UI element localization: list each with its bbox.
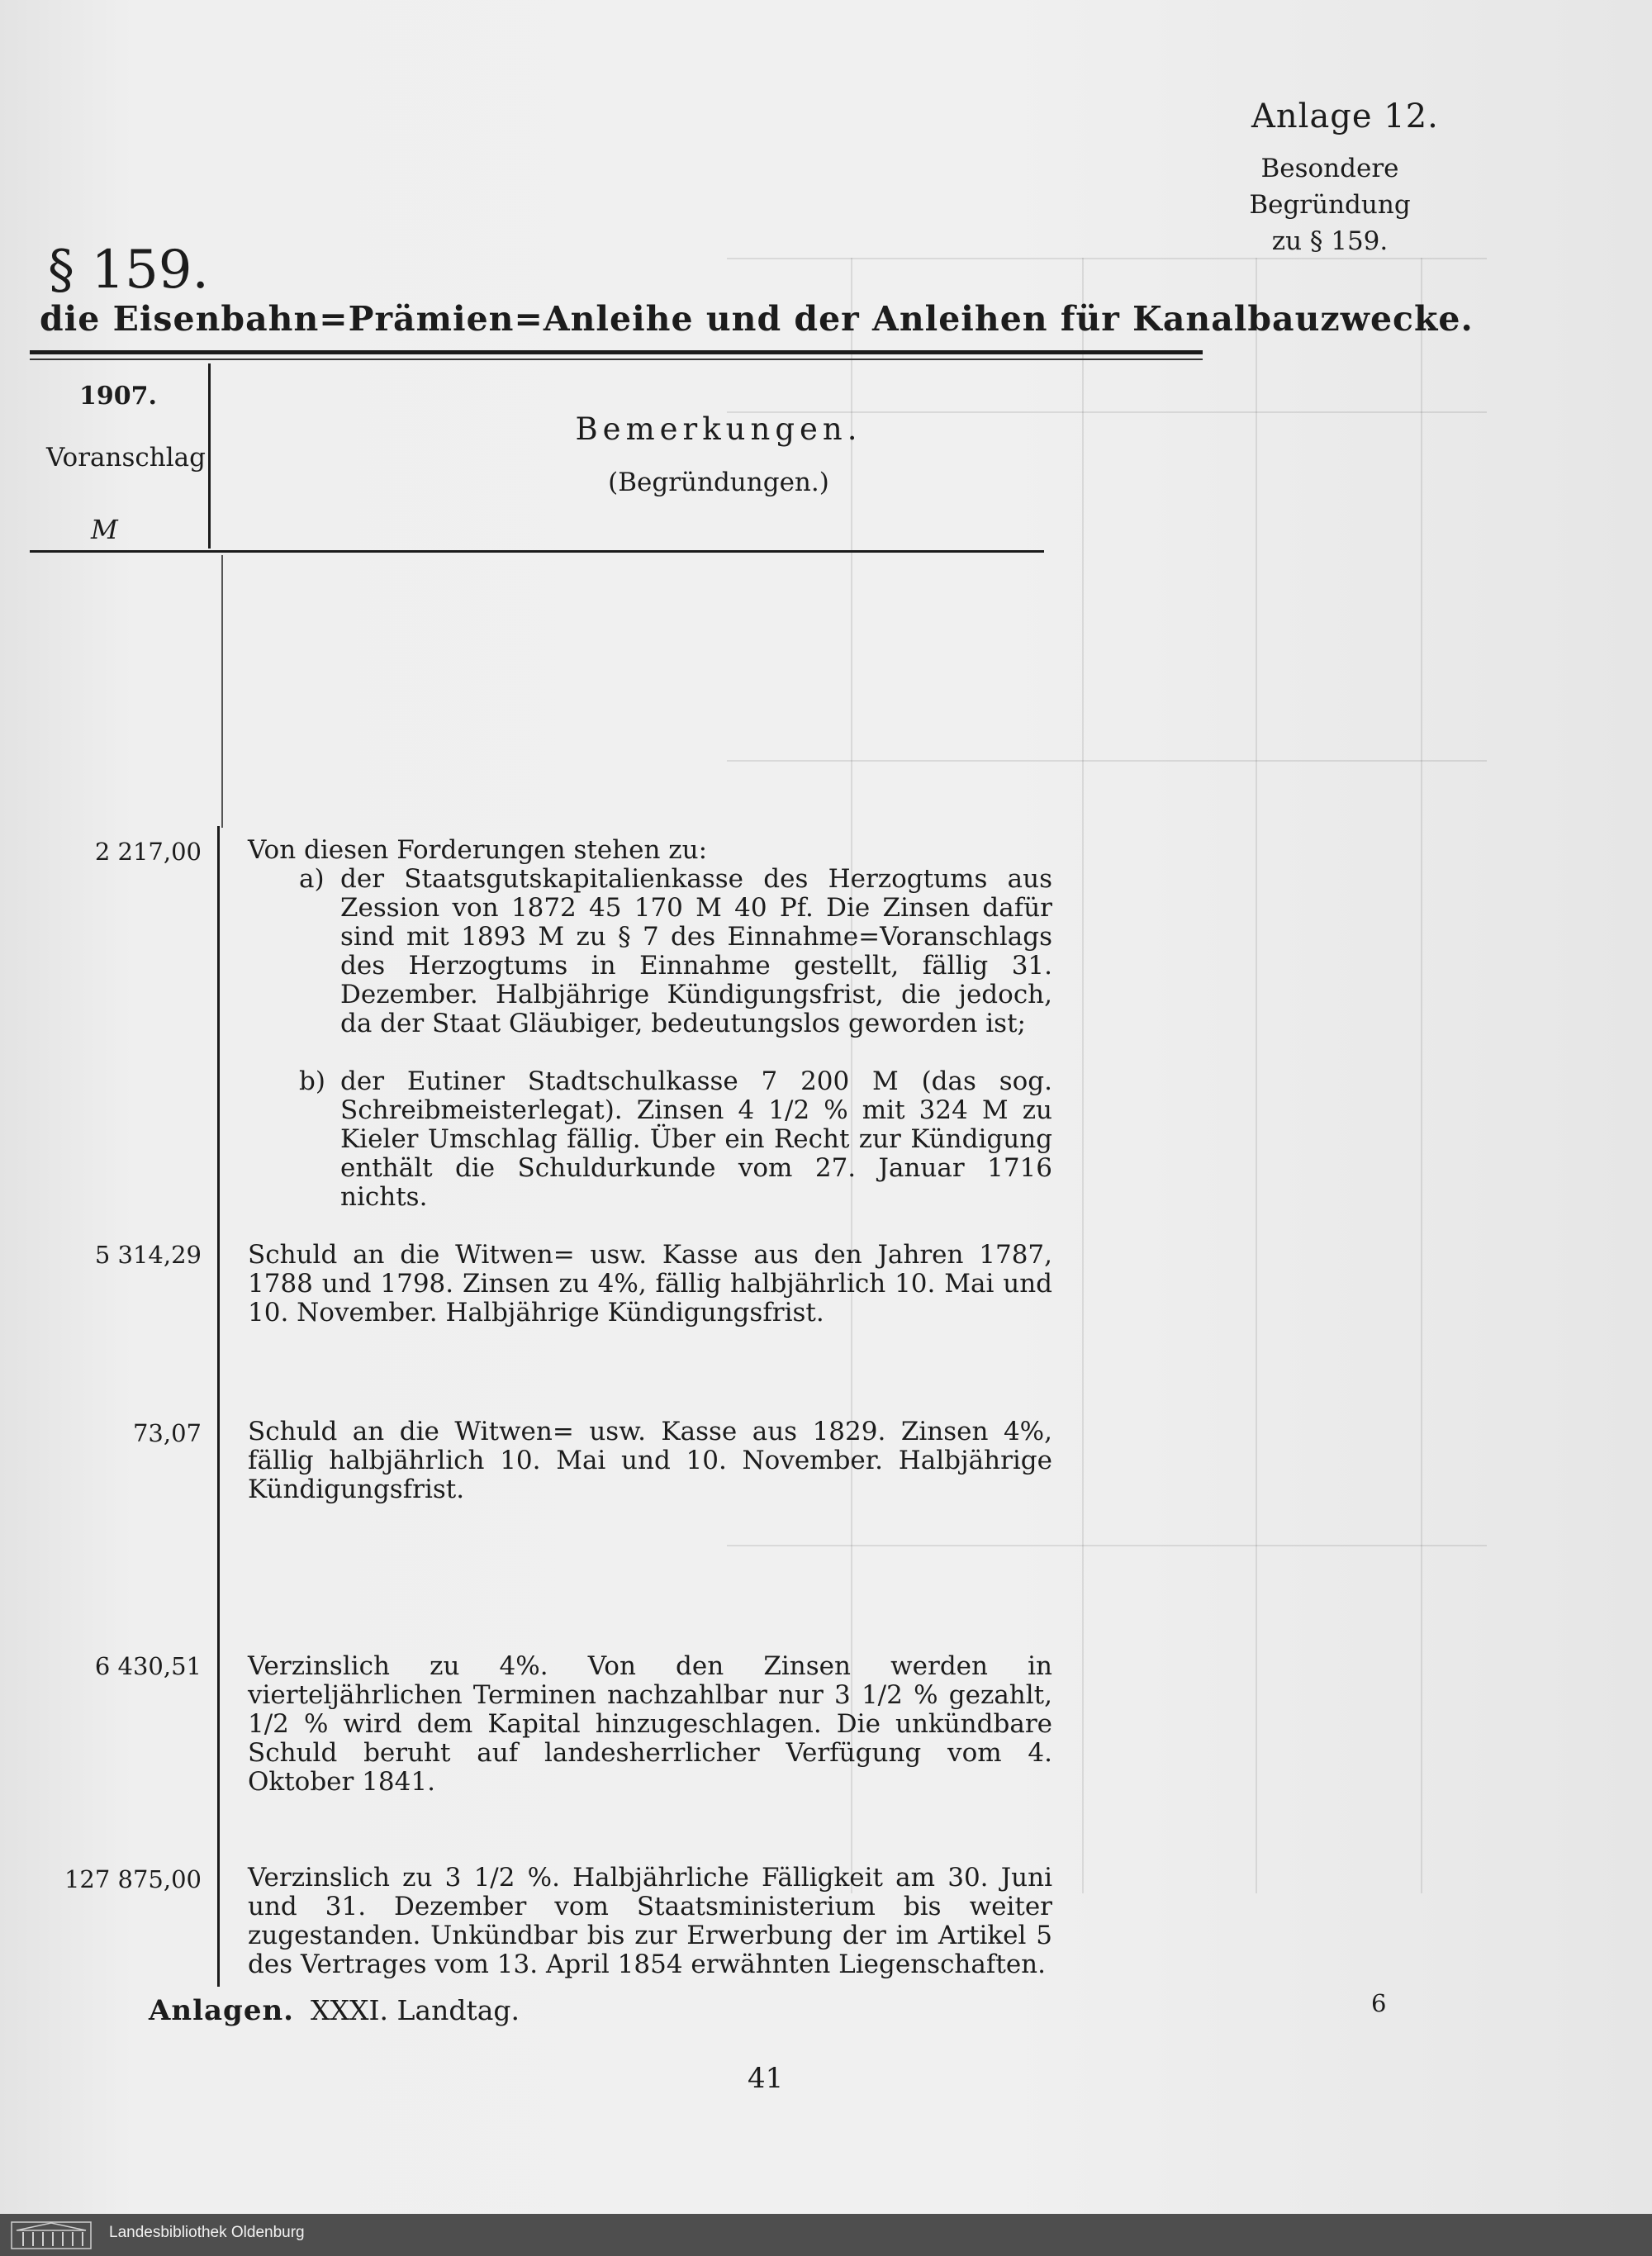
title-rule-thin: [30, 359, 1203, 360]
row-intro: Von diesen Forderungen stehen zu:: [248, 835, 708, 865]
row-amount: 6 430,51: [94, 1652, 202, 1680]
row-remark: Verzinslich zu 3 1/2 %. Halbjährliche Fälligkeit am 30. Juni und 31. Dezember vom Staatsministerium bis weiter zugestanden. Unkündbar bis zur Erwerbung der im Artikel 5 des Vertrages vom 13. April 1854 erwähnten Liegenschaften.: [248, 1863, 1052, 1979]
show-through-column: [1421, 258, 1422, 1893]
row-amount: 2 217,00: [94, 838, 202, 866]
header-rule: [30, 550, 1044, 553]
footer-session: XXXI. Landtag.: [311, 1994, 520, 2026]
row-remark: Verzinslich zu 4%. Von den Zinsen werden in vierteljährlichen Terminen nachzahlbar nur 3 1/2 % gezahlt, 1/2 % wird dem Kapital hinzugeschlagen. Die unkündbare Schuld beruht auf landesherrlicher Verfügung vom 4. Oktober 1841.: [248, 1651, 1052, 1797]
title-rule: [30, 350, 1203, 354]
show-through-column: [1256, 258, 1257, 1893]
show-through-rule: [727, 760, 1487, 762]
subitem-letter: b): [299, 1066, 325, 1096]
header-estimate-label: Voranschlag: [46, 443, 206, 473]
annex-subtitle: [1194, 150, 1466, 259]
footer-annex-label: Anlagen.: [149, 1994, 295, 2027]
header-year: 1907.: [79, 382, 157, 411]
show-through-rule: [727, 1545, 1487, 1546]
row-remark: Schuld an die Witwen= usw. Kasse aus 1829. Zinsen 4%, fällig halbjährlich 10. Mai und 10. November. Halbjährige Kündigungsfrist.: [248, 1417, 1052, 1504]
row-subitem: [299, 1066, 1052, 1212]
page-number: 41: [748, 2062, 784, 2095]
library-name: Landesbibliothek Oldenburg: [109, 2224, 305, 2241]
section-title: die Eisenbahn=Prämien=Anleihe und der Anleihen für Kanalbauzwecke.: [40, 299, 1474, 339]
annex-subtitle-line: zu § 159.: [1271, 226, 1389, 256]
library-bar: [0, 2214, 1652, 2256]
column-divider: [208, 363, 211, 549]
subitem-text: der Staatsgutskapitalienkasse des Herzogtums aus Zession von 1872 45 170 M 40 Pf. Die Zinsen dafür sind mit 1893 M zu § 7 des Einnahme=Voranschlags des Herzogtums in Einnahme gestellt, fällig 31. Dezember. Halbjährige Kündigungsfrist, die jedoch, da der Staat Gläubiger, bedeutungslos geworden ist;: [340, 864, 1052, 1038]
header-currency: M: [91, 514, 118, 545]
header-remarks-title: Bemerkungen.: [575, 411, 862, 447]
subitem-text: der Eutiner Stadtschulkasse 7 200 M (das sog. Schreibmeisterlegat). Zinsen 4 1/2 % mit 324 M zu Kieler Umschlag fällig. Über ein Recht zur Kündigung enthält die Schuldurkunde vom 27. Januar 1716 nichts.: [340, 1066, 1052, 1212]
row-amount: 73,07: [132, 1419, 202, 1447]
footer-label: [149, 1994, 520, 2027]
row-subitem: [299, 865, 1052, 1055]
annex-title: Anlage 12.: [1251, 97, 1439, 135]
show-through-column: [1082, 258, 1084, 1893]
column-divider: [217, 826, 220, 1987]
header-remarks-subtitle: (Begründungen.): [608, 468, 829, 497]
annex-subtitle-line: Besondere Begründung: [1249, 154, 1411, 220]
row-amount: 5 314,29: [94, 1241, 202, 1269]
library-building-icon: [10, 2219, 93, 2250]
row-remark: Schuld an die Witwen= usw. Kasse aus den Jahren 1787, 1788 und 1798. Zinsen zu 4%, fällig halbjährlich 10. Mai und 10. November. Halbjährige Kündigungsfrist.: [248, 1240, 1052, 1327]
section-number: § 159.: [48, 240, 209, 301]
row-amount: 127 875,00: [64, 1865, 202, 1893]
footer-sheet-number: 6: [1371, 1989, 1387, 2017]
column-divider: [221, 555, 223, 828]
subitem-letter: a): [299, 864, 325, 894]
